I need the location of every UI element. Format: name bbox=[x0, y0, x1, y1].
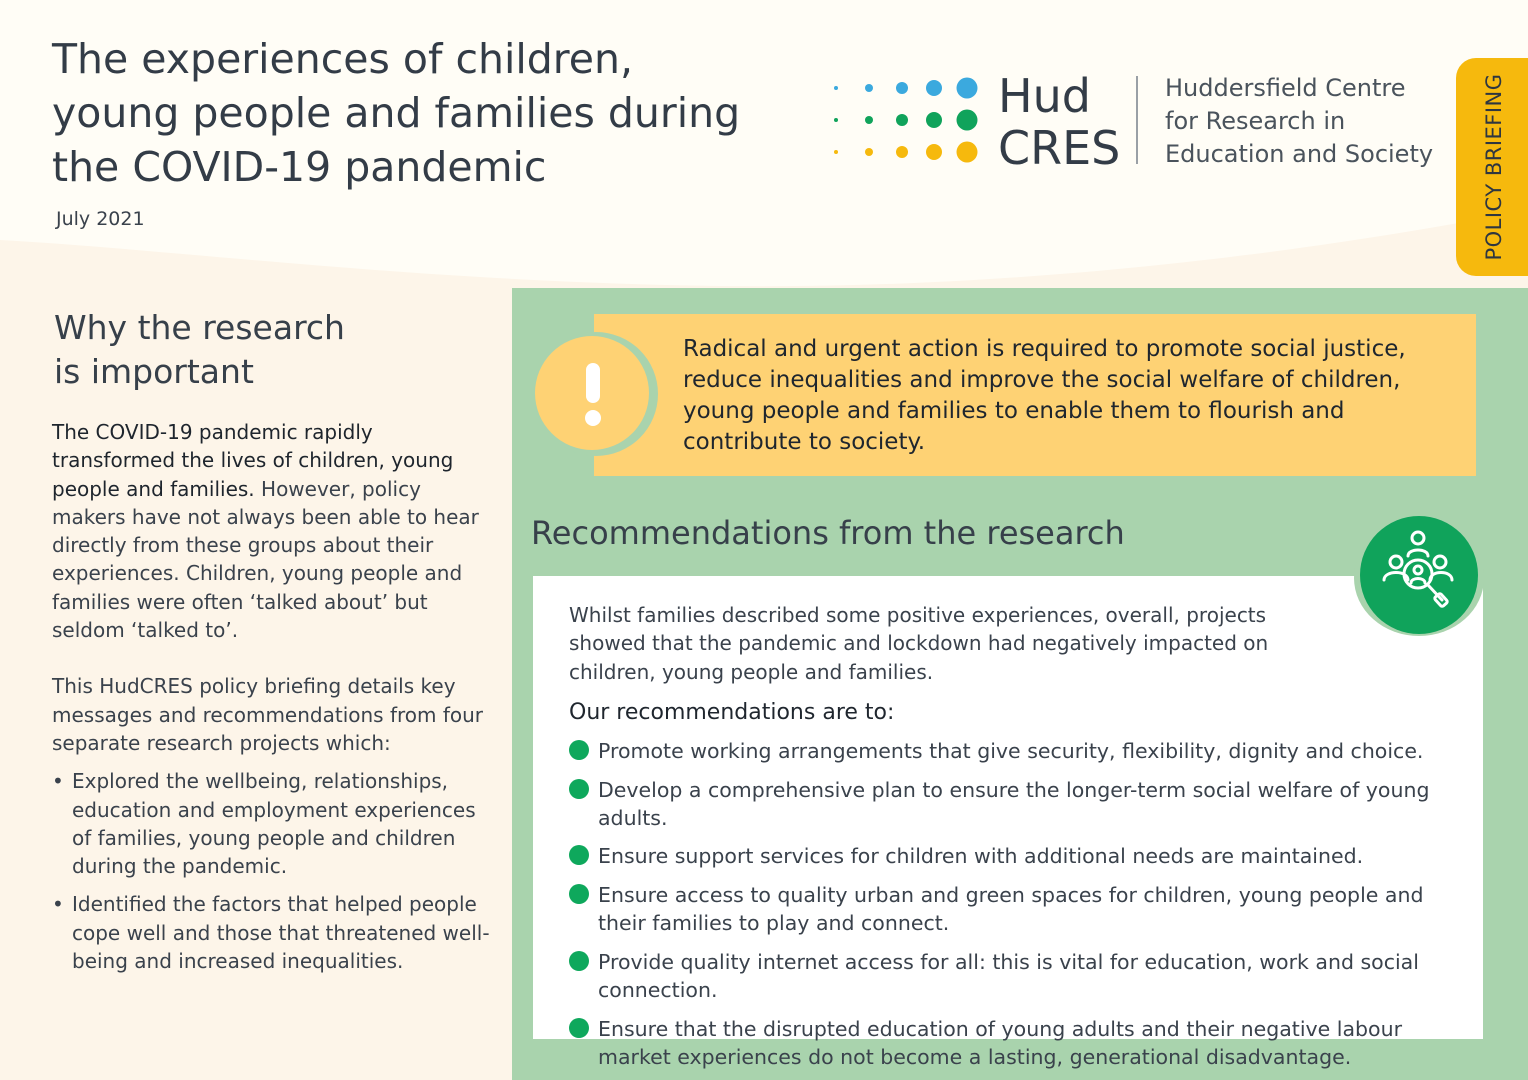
recommendations-lead: Our recommendations are to: bbox=[569, 700, 895, 725]
why-research-body bbox=[52, 418, 492, 985]
bullet-dot-icon bbox=[569, 779, 589, 799]
logo-subtitle: Huddersfield Centre for Research in Education and Society bbox=[1165, 74, 1434, 168]
list-item: Develop a comprehensive plan to ensure the longer-term social welfare of young adults. bbox=[569, 776, 1474, 833]
intro-paragraph: The COVID-19 pandemic rapidly transformed the lives of children, young people and families. However, policy makers have not always been able to hear directly from these groups about their experiences. Children, young people and families were often ‘talked about’ but seldom ‘talked to’. bbox=[52, 420, 479, 643]
publication-date: July 2021 bbox=[56, 208, 145, 230]
bullet-dot-icon bbox=[569, 884, 589, 904]
callout-text: Radical and urgent action is required to promote social justice, reduce inequalities and improve the social welfare of children, young people and families to enable them to flourish and contribute to society. bbox=[683, 336, 1406, 455]
bullet-dot-icon bbox=[569, 1018, 589, 1038]
policy-briefing-tab bbox=[1456, 58, 1528, 276]
logo-wordmark: Hud CRES bbox=[998, 69, 1121, 175]
list-item: • Identified the factors that helped people cope well and those that threatened well-being and increased inequalities. bbox=[52, 890, 492, 975]
project-bullets bbox=[52, 767, 492, 975]
recommendations-heading: Recommendations from the research bbox=[531, 514, 1125, 552]
briefing-paragraph: This HudCRES policy briefing details key messages and recommendations from four separate research projects which: bbox=[52, 674, 484, 755]
why-research-heading: Why the research is important bbox=[54, 308, 345, 391]
list-item: Provide quality internet access for all: this is vital for education, work and social connection. bbox=[569, 948, 1474, 1005]
bullet-dot-icon bbox=[569, 845, 589, 865]
research-people-search-icon bbox=[1360, 516, 1478, 634]
recommendations-list bbox=[569, 737, 1474, 1080]
list-item: Ensure support services for children with additional needs are maintained. bbox=[569, 842, 1474, 870]
recommendations-intro: Whilst families described some positive experiences, overall, projects showed that the pandemic and lockdown had negatively impacted on children, young people and families. bbox=[569, 603, 1269, 684]
list-item: Ensure access to quality urban and green spaces for children, young people and their families to play and connect. bbox=[569, 881, 1474, 938]
bullet-dot-icon bbox=[569, 951, 589, 971]
policy-briefing-label: POLICY BRIEFING bbox=[1482, 73, 1506, 261]
logo-divider bbox=[1136, 76, 1138, 164]
intro-emphasis: The COVID-19 pandemic rapidly transformed the lives of children, young people and families. bbox=[52, 420, 454, 501]
list-item: Ensure that the disrupted education of young adults and their negative labour market experiences do not become a lasting, generational disadvantage. bbox=[569, 1015, 1474, 1072]
list-item: • Explored the wellbeing, relationships, education and employment experiences of families, young people and children during the pandemic. bbox=[52, 767, 492, 880]
exclamation-dot-icon bbox=[585, 410, 601, 426]
exclamation-icon bbox=[586, 363, 600, 403]
page-title: The experiences of children, young people and families during the COVID-19 pandemic bbox=[52, 35, 741, 191]
list-item: Promote working arrangements that give security, flexibility, dignity and choice. bbox=[569, 737, 1474, 765]
bullet-dot-icon bbox=[569, 740, 589, 760]
hudcres-logo-dots-icon bbox=[828, 72, 988, 168]
